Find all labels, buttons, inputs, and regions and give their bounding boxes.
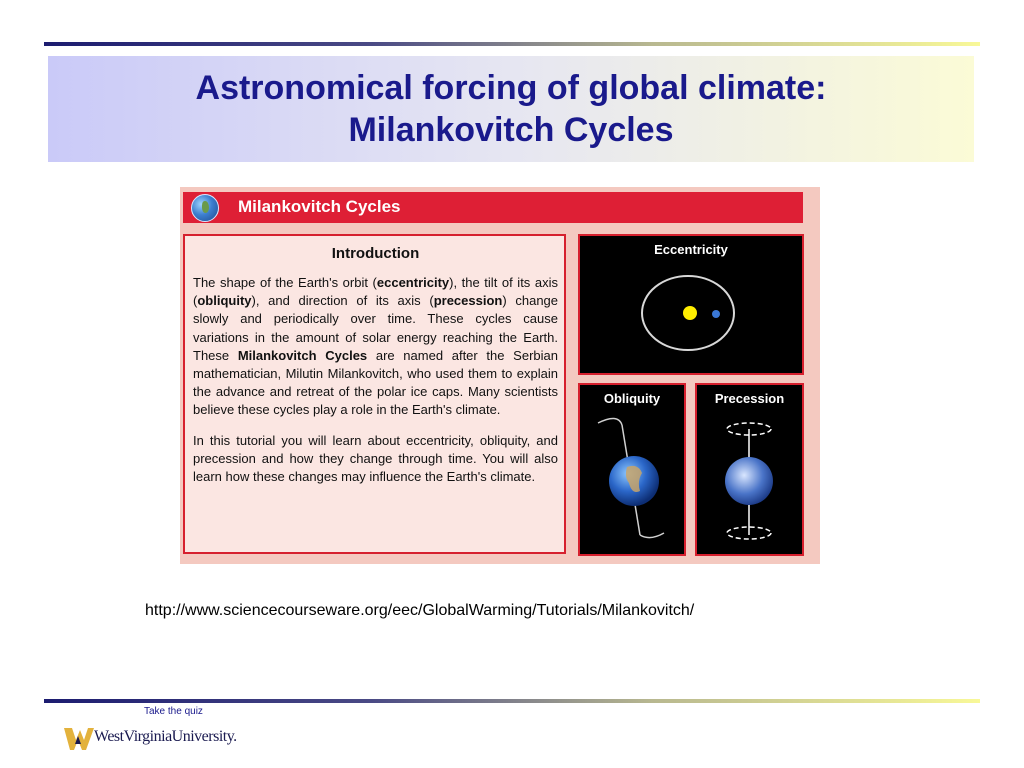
slide-title-line-2: Milankovitch Cycles (348, 111, 674, 149)
eccentricity-label: Eccentricity (654, 242, 728, 257)
precession-label: Precession (714, 391, 785, 406)
eccentricity-diagram (580, 236, 802, 373)
top-divider (44, 42, 980, 46)
tutorial-screenshot (180, 187, 820, 564)
tilt-arc-top (598, 418, 622, 425)
tutorial-title: Milankovitch Cycles (238, 197, 401, 216)
introduction-box (183, 234, 566, 554)
tutorial-header (183, 192, 803, 223)
earth-icon (712, 310, 720, 318)
introduction-heading: Introduction (331, 245, 420, 262)
wvu-logo (64, 722, 239, 754)
source-link[interactable]: http://www.sciencecourseware.org/eec/GlobalWarming/Tutorials/Milankovitch/ (145, 602, 695, 619)
globe-icon (191, 194, 219, 222)
obliquity-diagram (580, 385, 684, 554)
spinning-earth-icon (725, 457, 773, 505)
bottom-divider (44, 699, 980, 703)
precession-panel (695, 383, 804, 556)
take-quiz-link[interactable]: Take the quiz (144, 706, 203, 717)
wvu-wordmark: WestVirginiaUniversity. (94, 728, 237, 745)
precession-diagram (697, 385, 802, 554)
flying-wv-icon (64, 722, 94, 752)
introduction-paragraph-2: In this tutorial you will learn about eccentricity, obliquity, and precession and how they change through time. You will also learn how these changes may influence the Earth's climate. (193, 432, 558, 485)
obliquity-label: Obliquity (603, 391, 661, 406)
tilt-arc-bottom (640, 533, 664, 538)
title-banner (48, 56, 974, 162)
sun-icon (683, 306, 697, 320)
obliquity-panel (578, 383, 686, 556)
slide-title-line-1: Astronomical forcing of global climate: (195, 69, 827, 107)
introduction-paragraph-1: The shape of the Earth's orbit (eccentricity), the tilt of its axis (obliquity), and direction of its axis (precession) change slowly and periodically over time. These cycles cause variations in the amount of solar energy reaching the Earth. These Milankovitch Cycles are named after the Serbian mathematician, Milutin Milankovitch, who used them to explain the advance and retreat of the polar ice caps. Many scientists believe these cycles play a role in the Earth's climate. (193, 275, 559, 418)
eccentricity-panel (578, 234, 804, 375)
